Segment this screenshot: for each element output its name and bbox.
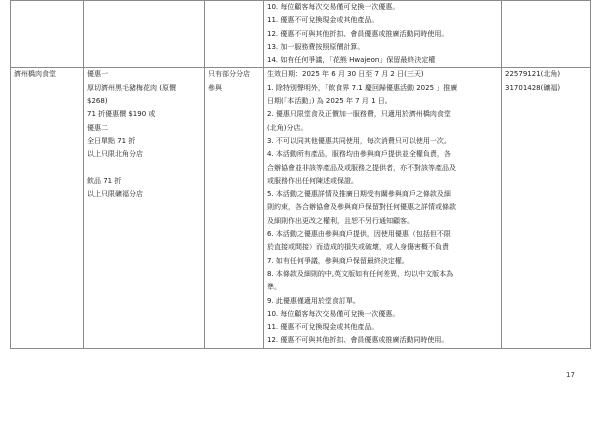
offer-line: 優惠一	[87, 70, 108, 79]
branch-scope-cell	[205, 68, 264, 348]
phone-cell	[502, 68, 591, 348]
offer-line: 優惠二	[87, 123, 108, 132]
term-line: 1. 除特別聲明外，「飲食界 7.1 慶回歸優惠活動 2025 」推廣	[267, 83, 458, 92]
term-line: 則約束，各合辦協會及參與商戶保留對任何優惠之詳情或條款	[267, 203, 456, 212]
term-line: 9. 此優惠僅適用於堂食訂單。	[267, 296, 360, 305]
branch-scope	[208, 68, 260, 95]
terms-cell	[264, 68, 502, 348]
offer-list	[87, 68, 201, 201]
offer-cell	[84, 1, 205, 68]
term-line: 於直接或間接）而造成的損失或破壞，或人身傷害概不負責	[267, 243, 449, 252]
term-line: 2. 優惠只限堂食及正價加一服務費，只適用於濟州橋肉食堂	[267, 110, 451, 119]
branch-scope-line: 參與	[208, 83, 222, 92]
table-row	[11, 1, 591, 68]
branch-scope-cell	[205, 1, 264, 68]
table-row	[11, 68, 591, 348]
offer-line: $268)	[87, 97, 108, 106]
term-line: 13. 加一服務費按照原價計算。	[267, 42, 365, 51]
offer-line: 71 折優惠價 $190 或	[87, 110, 156, 119]
phone-cell	[502, 1, 591, 68]
terms-list	[267, 1, 498, 67]
phone-list	[505, 68, 587, 95]
offer-line: 以上只限北角分店	[87, 150, 143, 159]
term-line: 4. 本活動所有產品，服務均由參與商戶提供並全權負責，各	[267, 150, 451, 159]
term-line: 3. 不可以同其他優惠共同使用，每次消費只可以使用一次。	[267, 136, 451, 145]
term-line: 14. 如有任何爭議，「花熊 Hwajeon」保留最終決定權	[267, 56, 436, 65]
term-line: 5. 本活動之優惠詳情及推廣日期受有關參與商戶之條款及細	[267, 190, 451, 199]
phone-number: 22579121(北角)	[505, 70, 561, 79]
branch-scope-line: 只有部分分店	[208, 70, 250, 79]
restaurant-name-cell	[11, 68, 84, 348]
promotion-table	[10, 0, 591, 349]
term-line: 合辦協會並非該等產品及或服務之提供者，亦不對該等產品及	[267, 163, 456, 172]
term-line: 11. 優惠不可兌換現金或其他產品。	[267, 323, 379, 332]
term-line: 12. 優惠不可與其他折扣、會員優惠或推廣活動同時使用。	[267, 336, 449, 345]
term-line: 11. 優惠不可兌換現金或其他產品。	[267, 16, 379, 25]
effective-date: 生效日期：2025 年 6 月 30 日至 7 月 2 日(三天)	[267, 70, 424, 79]
restaurant-name-cell	[11, 1, 84, 68]
term-line: 6. 本活動之優惠由參與商戶提供，因使用優惠（包括但不限	[267, 230, 451, 239]
terms-list	[267, 68, 498, 347]
offer-line: 飲品 71 折	[87, 176, 122, 185]
term-line: 12. 優惠不可與其他折扣、會員優惠或推廣活動同時使用。	[267, 29, 449, 38]
offer-line: 以上只限礦福分店	[87, 190, 143, 199]
term-line: 及細則作出更改之權利，且恕不另行通知顧客。	[267, 216, 414, 225]
offer-line: 全日單點 71 折	[87, 136, 136, 145]
offer-line: 厚切濟州黑毛豬梅花肉 (原價	[87, 83, 176, 92]
term-line: 8. 本條款及細則的中,英文版如有任何差異，均以中文版本為	[267, 269, 454, 278]
terms-cell	[264, 1, 502, 68]
offer-cell	[84, 68, 205, 348]
phone-number: 31701428(礦福)	[505, 83, 561, 92]
offer-spacer	[87, 162, 201, 175]
term-line: 或服務作出任何陳述或保證。	[267, 176, 358, 185]
term-line: 10. 每位顧客每次交易僅可兌換一次優惠。	[267, 309, 400, 318]
restaurant-name: 濟州橋肉食堂	[14, 70, 56, 79]
term-line: (北角)分店。	[267, 123, 308, 132]
term-line: 準。	[267, 283, 281, 292]
page-number: 17	[566, 371, 575, 379]
term-line: 7. 如有任何爭議，參與商戶保留最終決定權。	[267, 256, 409, 265]
term-line: 10. 每位顧客每次交易僅可兌換一次優惠。	[267, 3, 400, 11]
term-line: 日期(「本活動」) 為 2025 年 7 月 1 日。	[267, 97, 392, 106]
